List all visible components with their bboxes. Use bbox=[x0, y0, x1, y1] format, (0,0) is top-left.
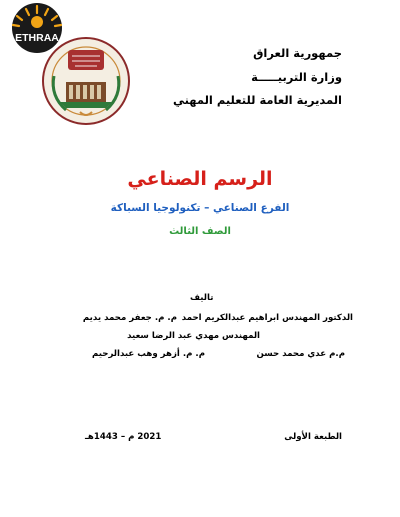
book-branch: الفرع الصناعي – تكنولوجيا السباكة bbox=[110, 202, 290, 214]
header-ministry: وزارة التربيـــــة bbox=[251, 70, 342, 84]
book-title: الرسم الصناعي bbox=[127, 168, 273, 190]
ministry-of-education-emblem-icon bbox=[40, 36, 132, 126]
edition-label: الطبعة الأولى bbox=[284, 432, 342, 442]
author-4: م.م عدي محمد حسن bbox=[256, 349, 345, 359]
authorship-label: تاليف bbox=[190, 293, 214, 303]
ethraa-logo-text: ETHRAA bbox=[15, 32, 59, 44]
author-1: الدكتور المهندس ابراهيم عبدالكريم احمد bbox=[181, 313, 353, 323]
header-country: جمهورية العراق bbox=[253, 46, 342, 60]
author-3: المهندس مهدي عبد الرضا سعيد bbox=[127, 331, 260, 341]
header-directorate: المديرية العامة للتعليم المهني bbox=[172, 93, 342, 107]
book-grade: الصف الثالث bbox=[169, 226, 231, 237]
publication-year: 2021 م – 1443هـ bbox=[85, 432, 162, 442]
author-2: م. م. جعفر محمد يديم bbox=[82, 313, 177, 323]
author-5: م. م. أزهر وهب عبدالرحيم bbox=[92, 349, 205, 359]
ministry-emblem bbox=[40, 36, 132, 126]
